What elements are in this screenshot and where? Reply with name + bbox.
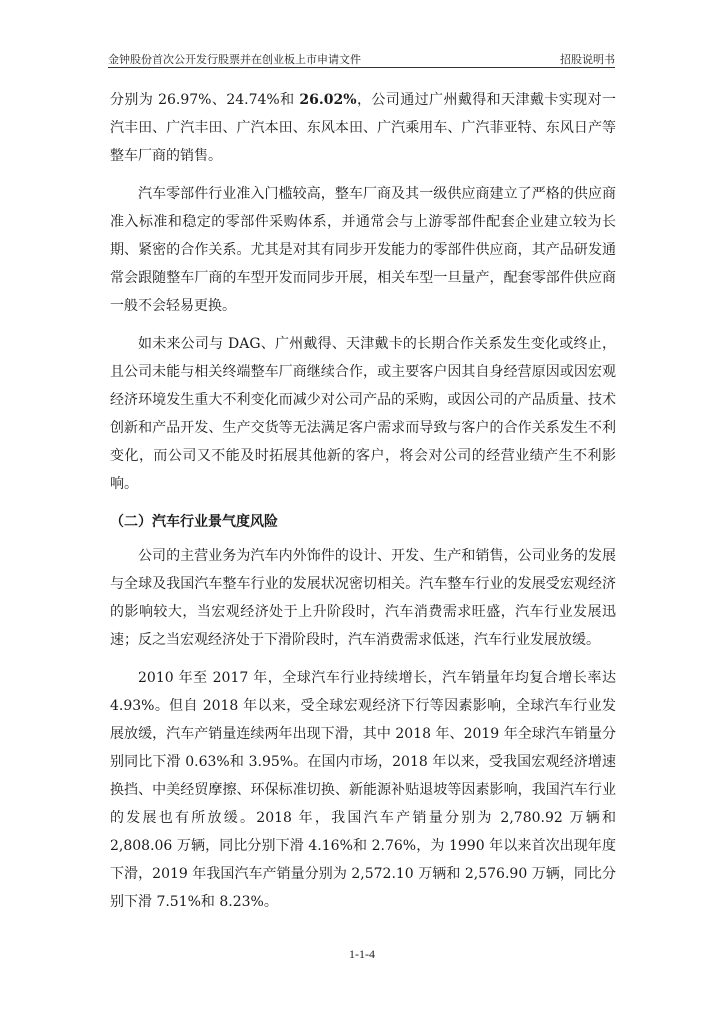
paragraph-text: 分别为 26.97%、24.74%和 — [110, 92, 300, 108]
paragraph-supplier-barriers: 汽车零部件行业准入门槛较高，整车厂商及其一级供应商建立了严格的供应商准入标准和稳定的零部件采购体系，并通常会与上游零部件配套企业建立较为长期、紧密的合作关系。尤其是对其有同步开发能力的零部件供应商，其产品研发通常会跟随整车厂商的车型开发而同步开展，相关车型一旦量产，配套零部件供应商一般不会轻易更换。 — [110, 186, 616, 314]
section-heading: （二）汽车行业景气度风险 — [110, 514, 278, 530]
header-document-type: 招股说明书 — [560, 53, 615, 66]
page-number: 1-1-4 — [349, 947, 375, 961]
header-document-title: 金钟股份首次公开发行股票并在创业板上市申请文件 — [108, 53, 361, 66]
paragraph-industry-statistics: 2010 年至 2017 年，全球汽车行业持续增长，汽车销量年均复合增长率达 4.93%。但自 2018 年以来，受全球宏观经济下行等因素影响，全球汽车行业发展放缓，汽车产销量连续两年出现下滑，其中 2018 年、2019 年全球汽车销量分别同比下滑 0.63%和 3.95%。在国内市场，2018 年以来，受我国宏观经济增速换挡、中美经贸摩擦、环保标准切换、新能源补贴退坡等因素影响，我国汽车行业的发展也有所放缓。2018 年，我国汽车产销量分别为 2,780.92 万辆和 2,808.06 万辆，同比分别下滑 4.16%和 2.76%，为 1990 年以来首次出现年度下滑，2019 年我国汽车产销量分别为 2,572.10 万辆和 2,576.90 万辆，同比分别下滑 7.51%和 8.23%。 — [110, 670, 616, 910]
page-header — [108, 50, 615, 68]
page-body — [110, 86, 616, 916]
paragraph-customer-sales — [110, 86, 616, 170]
paragraph-cooperation-risk: 如未来公司与 DAG、广州戴得、天津戴卡的长期合作关系发生变化或终止，且公司未能与相关终端整车厂商继续合作，或主要客户因其自身经营原因或因宏观经济环境发生重大不利变化而减少对公司产品的采购，或因公司的产品质量、技术创新和产品开发、生产交货等无法满足客户需求而导致与客户的合作关系发生不利变化，而公司又不能及时拓展其他新的客户，将会对公司的经营业绩产生不利影响。 — [110, 336, 616, 492]
bold-percentage: 26.02% — [299, 92, 357, 108]
paragraph-text: ，公司通过广州戴得和天津戴卡实现对一汽丰田、广汽丰田、广汽本田、东风本田、广汽乘用车、广汽菲亚特、东风日产等整车厂商的销售。 — [110, 92, 616, 164]
paragraph-business-cycle: 公司的主营业务为汽车内外饰件的设计、开发、生产和销售，公司业务的发展与全球及我国汽车整车行业的发展状况密切相关。汽车整车行业的发展受宏观经济的影响较大，当宏观经济处于上升阶段时，汽车消费需求旺盛，汽车行业发展迅速；反之当宏观经济处于下滑阶段时，汽车消费需求低迷，汽车行业发展放缓。 — [110, 548, 616, 648]
